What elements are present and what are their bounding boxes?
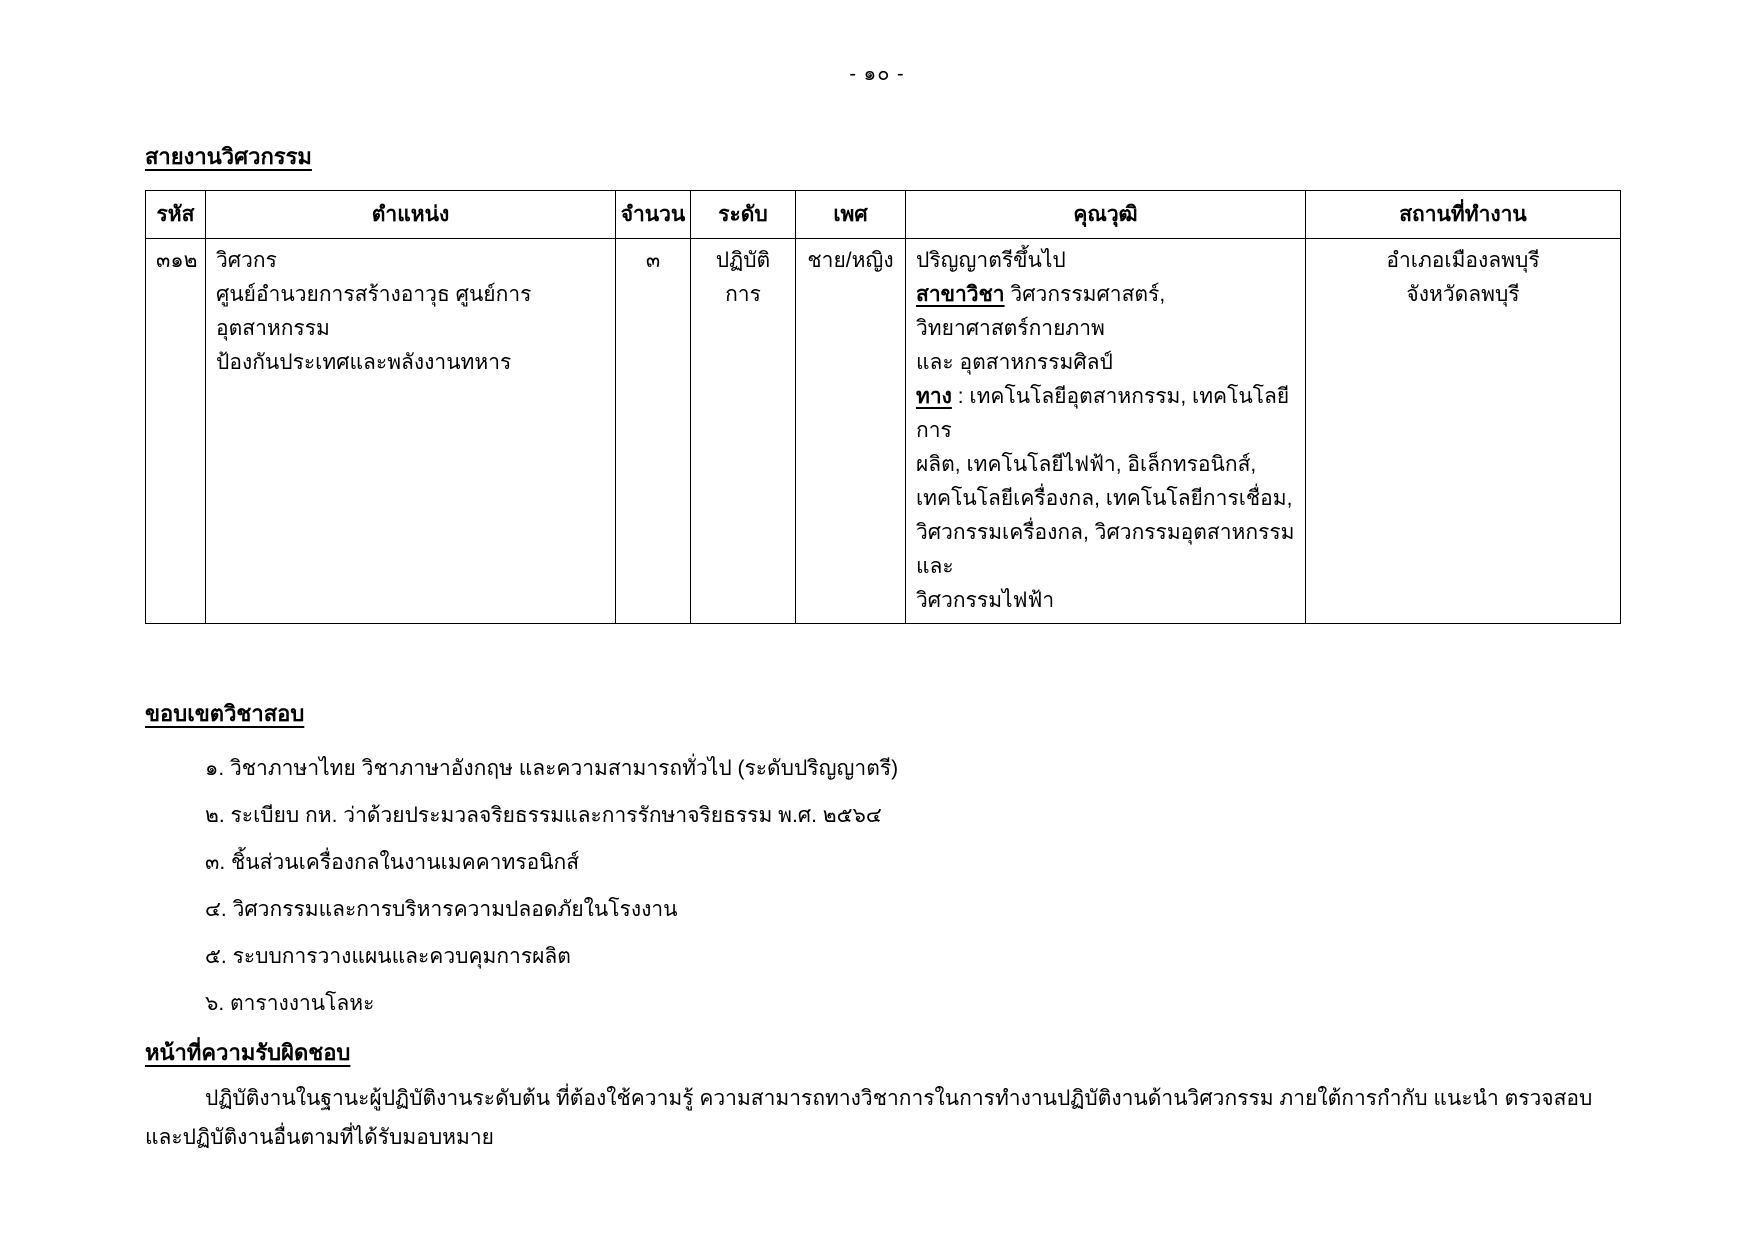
page-number: - ๑๐ - [849,63,905,85]
qualification-field-line4: วิศวกรรมเครื่องกล, วิศวกรรมอุตสาหกรรม และ [916,521,1295,579]
cell-level: ปฏิบัติการ [691,239,796,624]
duties-text: ปฏิบัติงานในฐานะผู้ปฏิบัติงานระดับต้น ที่ต้องใช้ความรู้ ความสามารถทางวิชาการในการทำงานปฏิบัติงานด้านวิศวกรรม ภายใต้การกำกับ แนะนำ ตรวจสอบ และปฏิบัติงานอื่นตามที่ได้รับมอบหมาย [145,1087,1593,1150]
col-header-workplace: สถานที่ทำงาน [1306,191,1621,239]
position-unit-line1: ศูนย์อำนวยการสร้างอาวุธ ศูนย์การอุตสาหกรรม [216,283,532,341]
qualification-field-text: : เทคโนโลยีอุตสาหกรรม, เทคโนโลยีการ [916,385,1290,443]
exam-scope-item-6: ๖. ตารางงานโลหะ [205,992,375,1016]
cell-gender: ชาย/หญิง [796,239,906,624]
qualification-field-line2: ผลิต, เทคโนโลยีไฟฟ้า, อิเล็กทรอนิกส์, [916,453,1257,477]
qualification-major-label: สาขาวิชา [916,283,1005,307]
duties-title: หน้าที่ความรับผิดชอบ [145,1040,351,1066]
exam-scope-item-2: ๒. ระเบียบ กห. ว่าด้วยประมวลจริยธรรมและการรักษาจริยธรรม พ.ศ. ๒๕๖๔ [205,804,882,828]
exam-scope-item-4: ๔. วิศวกรรมและการบริหารความปลอดภัยในโรงงาน [205,898,678,922]
qualification-major-line [916,278,1295,346]
cell-count: ๓ [616,239,691,624]
exam-scope-list [145,753,1620,1020]
col-header-qualification: คุณวุฒิ [906,191,1306,239]
exam-scope-item-1: ๑. วิชาภาษาไทย วิชาภาษาอังกฤษ และความสามารถทั่วไป (ระดับปริญญาตรี) [205,757,899,781]
qualification-field-line [916,380,1295,448]
exam-scope-item-5: ๕. ระบบการวางแผนและควบคุมการผลิต [205,945,571,969]
positions-table [145,190,1621,624]
section-title-engineering: สายงานวิศวกรรม [145,144,312,169]
workplace-line1: อำเภอเมืองลพบุรี [1386,249,1540,272]
cell-code: ๓๑๒ [146,239,206,624]
table-header-row [146,191,1621,239]
col-header-position: ตำแหน่ง [206,191,616,239]
exam-scope-title: ขอบเขตวิชาสอบ [145,701,305,727]
col-header-code: รหัส [146,191,206,239]
page-content [145,139,1620,1158]
qualification-field-line5: วิศวกรรมไฟฟ้า [916,589,1055,613]
col-header-count: จำนวน [616,191,691,239]
qualification-field-line3: เทคโนโลยีเครื่องกล, เทคโนโลยีการเชื่อม, [916,487,1293,511]
cell-qualification [906,239,1306,624]
col-header-gender: เพศ [796,191,906,239]
qualification-major-text2: และ อุตสาหกรรมศิลป์ [916,351,1113,375]
position-title: วิศวกร [216,249,277,272]
col-header-level: ระดับ [691,191,796,239]
qualification-major-text: วิศวกรรมศาสตร์, วิทยาศาสตร์กายภาพ [916,283,1166,341]
table-row [146,239,1621,624]
qualification-degree: ปริญญาตรีขึ้นไป [916,249,1066,272]
position-unit-line2: ป้องกันประเทศและพลังงานทหาร [216,351,512,375]
workplace-line2: จังหวัดลพบุรี [1406,283,1520,307]
exam-scope-item-3: ๓. ชิ้นส่วนเครื่องกลในงานเมคคาทรอนิกส์ [205,851,580,875]
cell-workplace [1306,239,1621,624]
qualification-field-label: ทาง [916,385,952,409]
cell-position [206,239,616,624]
